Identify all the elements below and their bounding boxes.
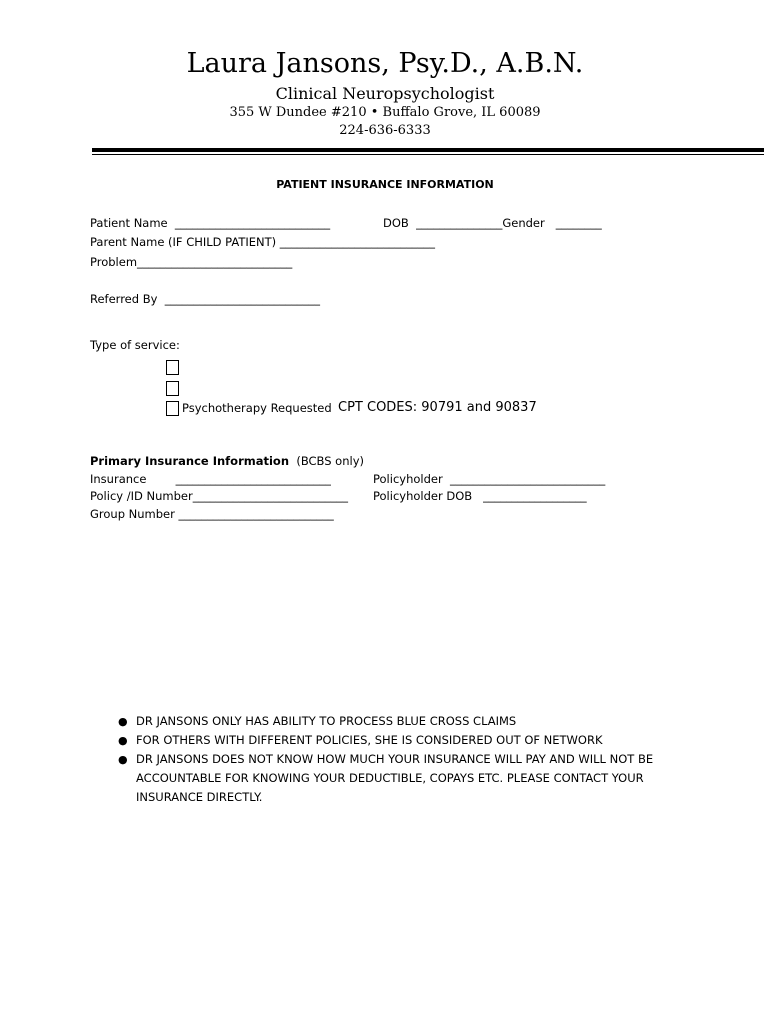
referred-by-field[interactable]: Referred By ___________________________	[90, 292, 320, 306]
note-item	[118, 731, 678, 750]
policyholder-field[interactable]: Policyholder ___________________________	[373, 472, 606, 486]
note-item	[118, 712, 678, 731]
practitioner-title: Clinical Neuropsychologist	[275, 84, 495, 103]
policy-id-field[interactable]: Policy /ID Number___________________________	[90, 489, 348, 503]
practice-phone: 224-636-6333	[339, 123, 431, 138]
header-divider-thick	[92, 148, 764, 152]
service-option-checkbox-1[interactable]	[166, 360, 179, 375]
primary-insurance-heading-text: Primary Insurance Information	[90, 454, 290, 468]
note-text: DR JANSONS ONLY HAS ABILITY TO PROCESS BLUE CROSS CLAIMS	[136, 714, 517, 728]
group-number-field[interactable]: Group Number ___________________________	[90, 507, 334, 521]
psychotherapy-label: Psychotherapy Requested	[182, 401, 332, 415]
bcbs-note: (BCBS only)	[289, 454, 364, 468]
service-option-checkbox-2[interactable]	[166, 381, 179, 396]
service-type-label: Type of service:	[90, 338, 180, 352]
practitioner-name: Laura Jansons, Psy.D., A.B.N.	[186, 48, 584, 79]
problem-field[interactable]: Problem___________________________	[90, 255, 293, 269]
insurance-notes-list	[118, 712, 678, 807]
note-text: DR JANSONS DOES NOT KNOW HOW MUCH YOUR INSURANCE WILL PAY AND WILL NOT BE ACCOUNTABLE FOR KNOWING YOUR DEDUCTIBLE, COPAYS ETC. PLEASE CONTACT YOUR INSURANCE DIRECTLY.	[136, 752, 654, 804]
cpt-codes: CPT CODES: 90791 and 90837	[338, 400, 537, 415]
dob-gender-field[interactable]: DOB _______________Gender ________	[383, 216, 602, 230]
bullet-icon: ●	[118, 734, 128, 747]
note-text: FOR OTHERS WITH DIFFERENT POLICIES, SHE IS CONSIDERED OUT OF NETWORK	[136, 733, 603, 747]
patient-name-field[interactable]: Patient Name ___________________________	[90, 216, 331, 230]
policyholder-dob-field[interactable]: Policyholder DOB __________________	[373, 489, 587, 503]
bullet-icon: ●	[118, 715, 128, 728]
insurance-field[interactable]: Insurance ___________________________	[90, 472, 331, 486]
note-item	[118, 750, 678, 807]
parent-name-field[interactable]: Parent Name (IF CHILD PATIENT) ___________________________	[90, 235, 436, 249]
primary-insurance-heading	[90, 454, 364, 468]
practice-address: 355 W Dundee #210 • Buffalo Grove, IL 60089	[229, 105, 541, 120]
header-divider-thin	[92, 154, 764, 155]
bullet-icon: ●	[118, 753, 128, 766]
form-title: PATIENT INSURANCE INFORMATION	[276, 178, 494, 191]
psychotherapy-checkbox[interactable]	[166, 401, 179, 416]
